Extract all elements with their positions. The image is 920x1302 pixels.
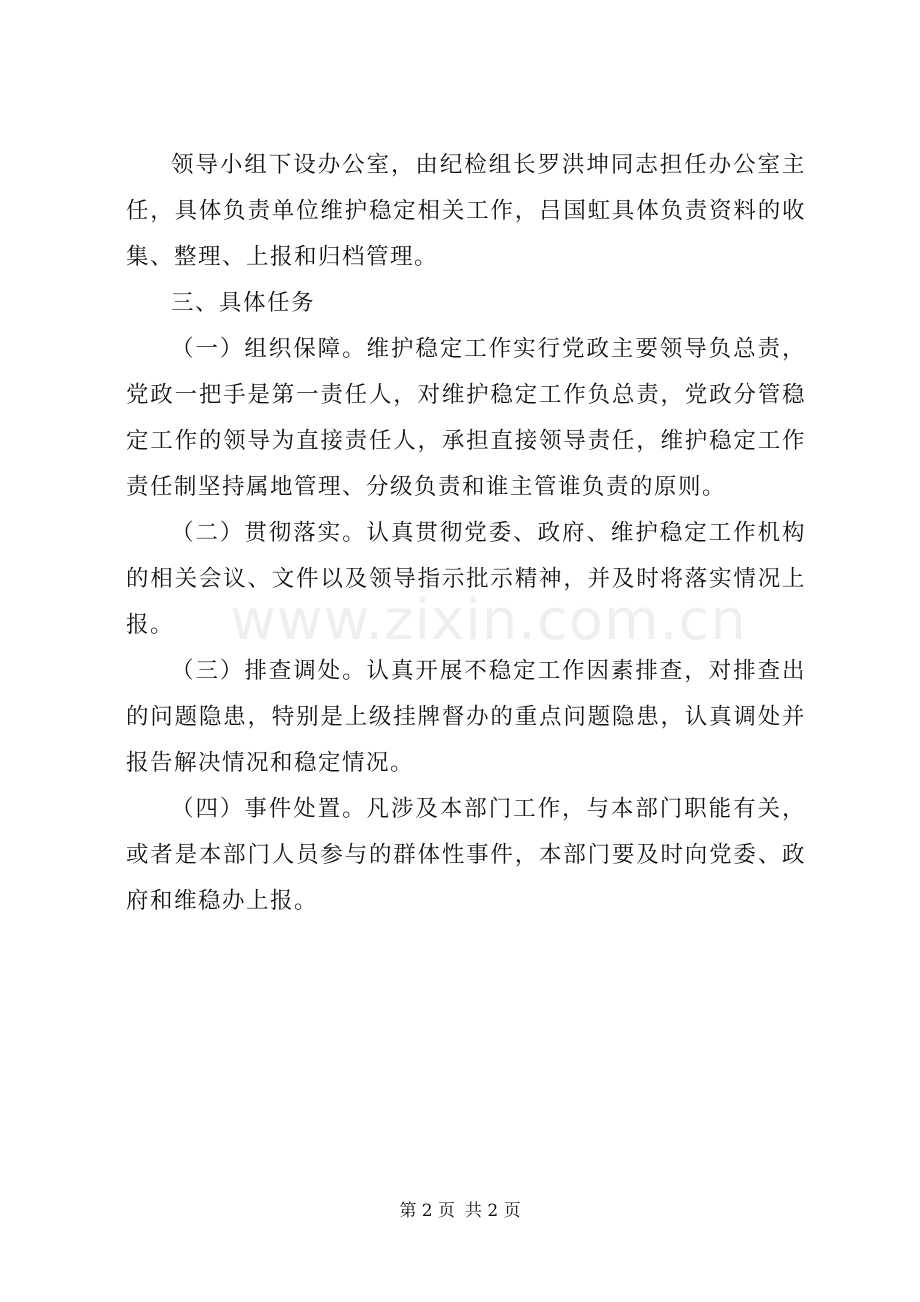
section-heading-tasks: 三、具体任务 <box>171 290 316 316</box>
paragraph-office-setup: 领导小组下设办公室，由纪检组长罗洪坤同志担任办公室主任，具体负责单位维护稳定相关工作，吕国虹具体负责资料的收集、整理、上报和归档管理。 <box>126 152 806 270</box>
document-body <box>126 142 806 924</box>
page-footer <box>0 1196 920 1221</box>
paragraph-implementation: （二）贯彻落实。认真贯彻党委、政府、维护稳定工作机构的相关会议、文件以及领导指示批示精神，并及时将落实情况上报。 <box>126 520 806 638</box>
paragraph-investigation: （三）排查调处。认真开展不稳定工作因素排查，对排查出的问题隐患，特别是上级挂牌督办的重点问题隐患，认真调处并报告解决情况和稳定情况。 <box>126 658 806 776</box>
paragraph-organization-guarantee: （一）组织保障。维护稳定工作实行党政主要领导负总责，党政一把手是第一责任人，对维护稳定工作负总责，党政分管稳定工作的领导为直接责任人，承担直接领导责任，维护稳定工作责任制坚持属地管理、分级负责和谁主管谁负责的原则。 <box>126 336 806 500</box>
paragraph-incident-handling: （四）事件处置。凡涉及本部门工作，与本部门职能有关，或者是本部门人员参与的群体性事件，本部门要及时向党委、政府和维稳办上报。 <box>126 796 806 914</box>
page-total: 共 2 页 <box>465 1201 521 1221</box>
page-number: 第 2 页 <box>399 1201 455 1221</box>
watermark-text: www.zixin.com.cn <box>230 588 747 653</box>
